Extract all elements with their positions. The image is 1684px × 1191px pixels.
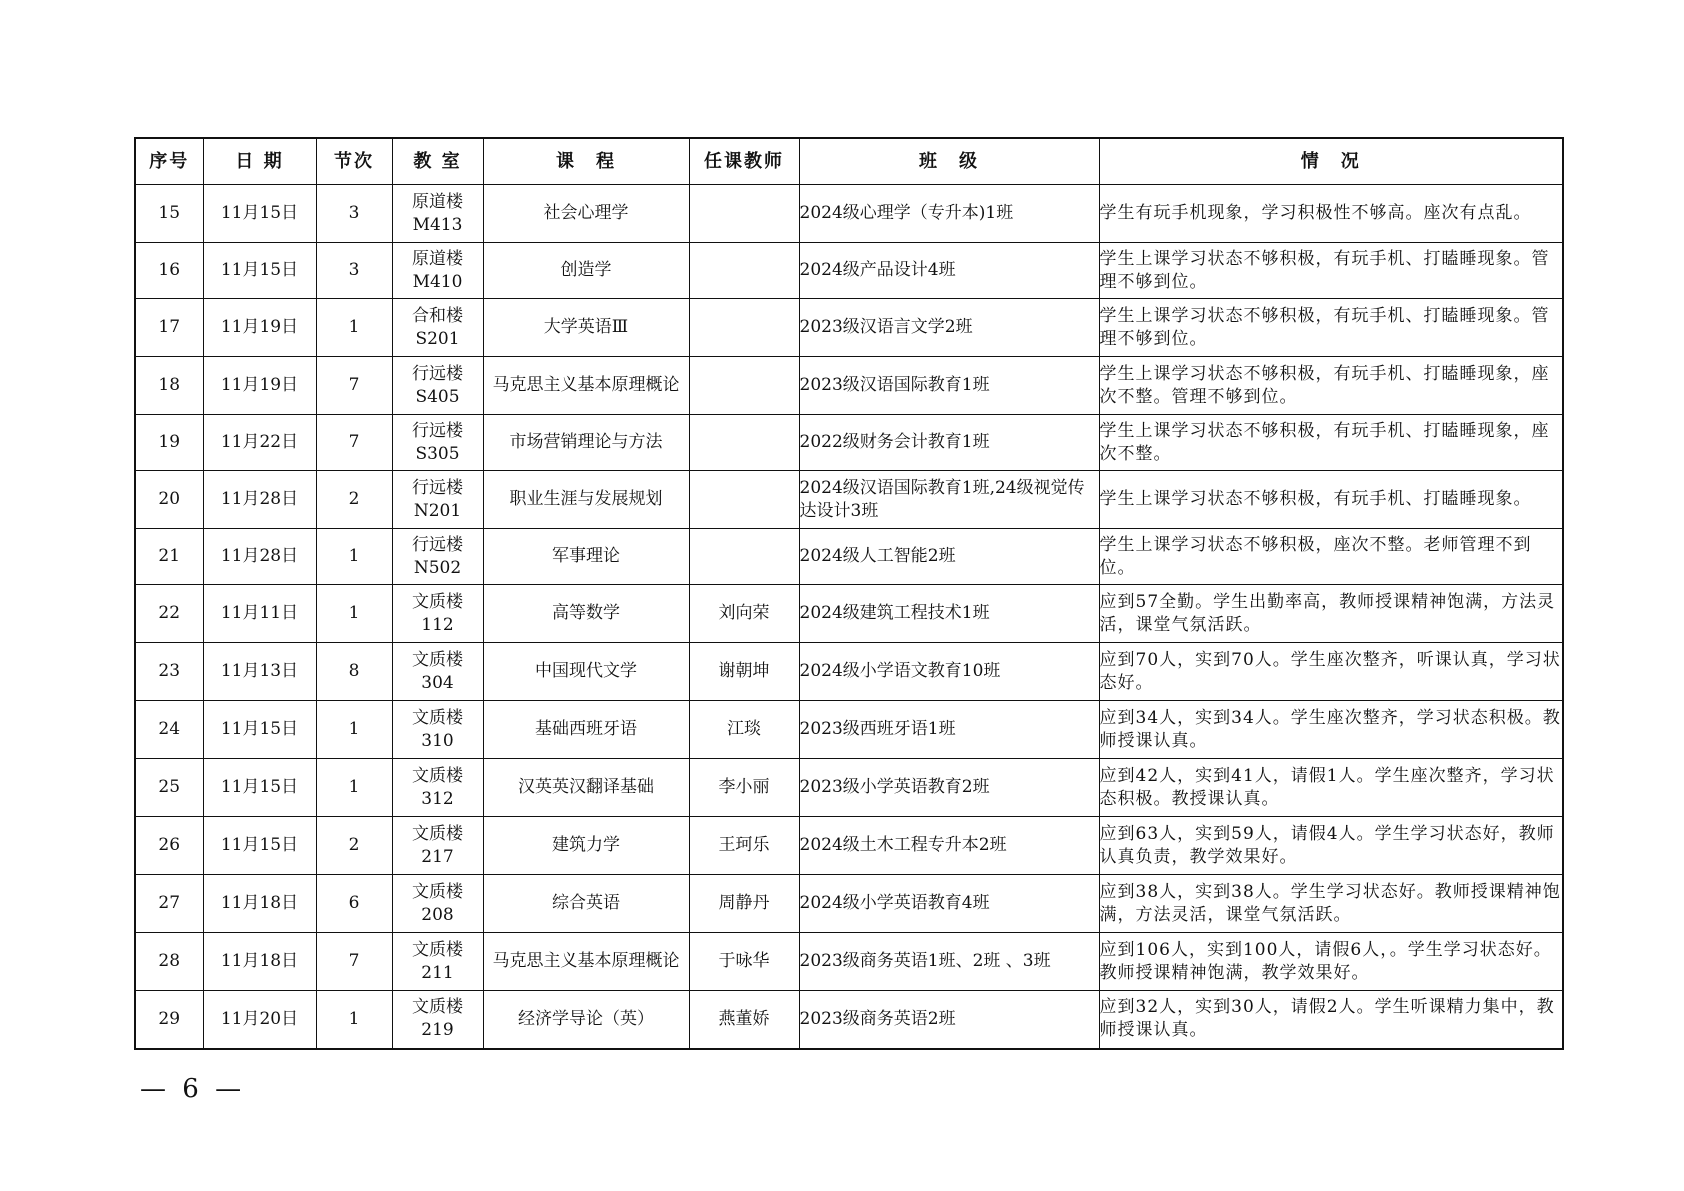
room-building: 文质楼: [412, 823, 463, 844]
header-course: 课 程: [483, 138, 689, 185]
cell-teacher: [689, 471, 799, 529]
cell-date: 11月15日: [203, 185, 316, 243]
room-number: 112: [421, 614, 454, 635]
table-row: [135, 415, 1563, 471]
cell-status: 应到38人，实到38人。学生学习状态好。教师授课精神饱满，方法灵活，课堂气氛活跃。: [1099, 875, 1563, 933]
header-date: 日 期: [203, 138, 316, 185]
table-header: [135, 138, 1563, 185]
cell-no: 23: [135, 643, 203, 701]
table-row: [135, 243, 1563, 299]
cell-period: 1: [316, 759, 392, 817]
cell-no: 18: [135, 357, 203, 415]
room-building: 行远楼: [412, 477, 463, 498]
header-teacher: 任课教师: [689, 138, 799, 185]
cell-course: 大学英语Ⅲ: [483, 299, 689, 357]
cell-class: 2023级汉语言文学2班: [799, 299, 1099, 357]
room-building: 文质楼: [412, 881, 463, 902]
cell-course: 经济学导论（英）: [483, 991, 689, 1049]
room-number: M413: [412, 214, 463, 235]
cell-room: [392, 243, 483, 299]
cell-room: [392, 299, 483, 357]
cell-no: 28: [135, 933, 203, 991]
cell-course: 建筑力学: [483, 817, 689, 875]
cell-room: [392, 185, 483, 243]
room-number: S201: [415, 328, 460, 349]
cell-date: 11月15日: [203, 759, 316, 817]
room-building: 文质楼: [412, 765, 463, 786]
table-row: [135, 185, 1563, 243]
cell-class: 2023级商务英语1班、2班 、3班: [799, 933, 1099, 991]
cell-course: 职业生涯与发展规划: [483, 471, 689, 529]
cell-no: 20: [135, 471, 203, 529]
table-body: [135, 185, 1563, 1049]
cell-period: 3: [316, 243, 392, 299]
cell-course: 市场营销理论与方法: [483, 415, 689, 471]
cell-class: 2024级土木工程专升本2班: [799, 817, 1099, 875]
room-number: M410: [412, 271, 463, 292]
cell-class: 2024级产品设计4班: [799, 243, 1099, 299]
cell-status: 应到34人，实到34人。学生座次整齐，学习状态积极。教师授课认真。: [1099, 701, 1563, 759]
cell-teacher: 谢朝坤: [689, 643, 799, 701]
room-number: 217: [421, 846, 454, 867]
cell-teacher: [689, 243, 799, 299]
cell-status: 学生上课学习状态不够积极，有玩手机、打瞌睡现象，座次不整。: [1099, 415, 1563, 471]
table-row: [135, 529, 1563, 585]
cell-class: 2024级小学语文教育10班: [799, 643, 1099, 701]
cell-teacher: 刘向荣: [689, 585, 799, 643]
cell-status: 学生有玩手机现象，学习积极性不够高。座次有点乱。: [1099, 185, 1563, 243]
room-number: 219: [421, 1020, 454, 1041]
cell-period: 1: [316, 701, 392, 759]
cell-class: 2024级人工智能2班: [799, 529, 1099, 585]
cell-period: 1: [316, 529, 392, 585]
cell-teacher: 王珂乐: [689, 817, 799, 875]
cell-course: 社会心理学: [483, 185, 689, 243]
cell-date: 11月20日: [203, 991, 316, 1049]
room-building: 文质楼: [412, 591, 463, 612]
cell-status: 应到63人，实到59人，请假4人。学生学习状态好，教师认真负责，教学效果好。: [1099, 817, 1563, 875]
cell-course: 高等数学: [483, 585, 689, 643]
cell-status: 学生上课学习状态不够积极，座次不整。老师管理不到位。: [1099, 529, 1563, 585]
cell-date: 11月28日: [203, 529, 316, 585]
room-number: N502: [413, 557, 462, 578]
room-number: S305: [415, 443, 460, 464]
cell-room: [392, 875, 483, 933]
header-status: 情 况: [1099, 138, 1563, 185]
cell-teacher: 于咏华: [689, 933, 799, 991]
cell-status: 应到70人，实到70人。学生座次整齐，听课认真，学习状态好。: [1099, 643, 1563, 701]
room-number: 304: [421, 672, 454, 693]
table-row: [135, 471, 1563, 529]
table-row: [135, 299, 1563, 357]
cell-class: 2023级西班牙语1班: [799, 701, 1099, 759]
room-building: 原道楼: [412, 191, 463, 212]
cell-teacher: 李小丽: [689, 759, 799, 817]
cell-no: 29: [135, 991, 203, 1049]
cell-room: [392, 357, 483, 415]
cell-teacher: [689, 529, 799, 585]
cell-no: 17: [135, 299, 203, 357]
cell-status: 学生上课学习状态不够积极，有玩手机、打瞌睡现象。: [1099, 471, 1563, 529]
cell-status: 应到32人，实到30人，请假2人。学生听课精力集中，教师授课认真。: [1099, 991, 1563, 1049]
cell-status: 应到42人，实到41人，请假1人。学生座次整齐，学习状态积极。教授课认真。: [1099, 759, 1563, 817]
cell-teacher: 江琰: [689, 701, 799, 759]
inspection-table: [134, 137, 1564, 1050]
table-row: [135, 759, 1563, 817]
cell-class: 2023级小学英语教育2班: [799, 759, 1099, 817]
cell-class: 2024级汉语国际教育1班,24级视觉传达设计3班: [799, 471, 1099, 529]
cell-no: 19: [135, 415, 203, 471]
cell-no: 22: [135, 585, 203, 643]
table-row: [135, 585, 1563, 643]
cell-date: 11月18日: [203, 933, 316, 991]
cell-room: [392, 701, 483, 759]
cell-date: 11月11日: [203, 585, 316, 643]
cell-room: [392, 415, 483, 471]
cell-date: 11月15日: [203, 817, 316, 875]
cell-no: 27: [135, 875, 203, 933]
cell-class: 2023级汉语国际教育1班: [799, 357, 1099, 415]
cell-room: [392, 991, 483, 1049]
cell-period: 1: [316, 991, 392, 1049]
cell-course: 创造学: [483, 243, 689, 299]
cell-room: [392, 817, 483, 875]
cell-room: [392, 529, 483, 585]
cell-no: 16: [135, 243, 203, 299]
cell-class: 2022级财务会计教育1班: [799, 415, 1099, 471]
header-row: [135, 138, 1563, 185]
header-period: 节次: [316, 138, 392, 185]
cell-period: 7: [316, 933, 392, 991]
cell-room: [392, 471, 483, 529]
cell-course: 综合英语: [483, 875, 689, 933]
cell-period: 7: [316, 415, 392, 471]
cell-teacher: [689, 185, 799, 243]
header-no: 序号: [135, 138, 203, 185]
cell-course: 基础西班牙语: [483, 701, 689, 759]
table-row: [135, 817, 1563, 875]
table-row: [135, 643, 1563, 701]
cell-status: 应到57全勤。学生出勤率高，教师授课精神饱满，方法灵活，课堂气氛活跃。: [1099, 585, 1563, 643]
cell-teacher: 燕董娇: [689, 991, 799, 1049]
cell-period: 6: [316, 875, 392, 933]
cell-period: 1: [316, 585, 392, 643]
cell-period: 7: [316, 357, 392, 415]
cell-class: 2024级建筑工程技术1班: [799, 585, 1099, 643]
cell-period: 2: [316, 817, 392, 875]
cell-period: 1: [316, 299, 392, 357]
cell-status: 学生上课学习状态不够积极，有玩手机、打瞌睡现象。管理不够到位。: [1099, 299, 1563, 357]
room-number: S405: [415, 386, 460, 407]
cell-date: 11月22日: [203, 415, 316, 471]
cell-status: 应到106人，实到100人，请假6人，。学生学习状态好。教师授课精神饱满，教学效果好。: [1099, 933, 1563, 991]
cell-class: 2023级商务英语2班: [799, 991, 1099, 1049]
header-room: 教 室: [392, 138, 483, 185]
cell-teacher: [689, 357, 799, 415]
room-building: 文质楼: [412, 707, 463, 728]
cell-no: 25: [135, 759, 203, 817]
table-row: [135, 933, 1563, 991]
cell-course: 汉英英汉翻译基础: [483, 759, 689, 817]
cell-period: 8: [316, 643, 392, 701]
cell-no: 15: [135, 185, 203, 243]
cell-room: [392, 933, 483, 991]
table-row: [135, 701, 1563, 759]
room-building: 文质楼: [412, 939, 463, 960]
cell-teacher: [689, 415, 799, 471]
cell-status: 学生上课学习状态不够积极，有玩手机、打瞌睡现象。管理不够到位。: [1099, 243, 1563, 299]
room-number: 310: [421, 730, 454, 751]
cell-room: [392, 759, 483, 817]
room-number: 208: [421, 904, 454, 925]
cell-course: 中国现代文学: [483, 643, 689, 701]
cell-period: 2: [316, 471, 392, 529]
room-number: N201: [413, 500, 462, 521]
cell-room: [392, 643, 483, 701]
cell-class: 2024级小学英语教育4班: [799, 875, 1099, 933]
table-row: [135, 991, 1563, 1049]
room-building: 原道楼: [412, 248, 463, 269]
cell-course: 军事理论: [483, 529, 689, 585]
room-number: 211: [421, 962, 454, 983]
cell-date: 11月13日: [203, 643, 316, 701]
room-building: 行远楼: [412, 420, 463, 441]
cell-course: 马克思主义基本原理概论: [483, 357, 689, 415]
cell-no: 24: [135, 701, 203, 759]
cell-date: 11月15日: [203, 701, 316, 759]
cell-period: 3: [316, 185, 392, 243]
room-building: 文质楼: [412, 997, 463, 1018]
room-building: 文质楼: [412, 649, 463, 670]
cell-no: 26: [135, 817, 203, 875]
cell-no: 21: [135, 529, 203, 585]
header-class: 班 级: [799, 138, 1099, 185]
cell-date: 11月19日: [203, 299, 316, 357]
room-building: 合和楼: [412, 305, 463, 326]
room-number: 312: [421, 788, 454, 809]
table-row: [135, 357, 1563, 415]
cell-date: 11月18日: [203, 875, 316, 933]
cell-date: 11月19日: [203, 357, 316, 415]
cell-teacher: 周静丹: [689, 875, 799, 933]
cell-date: 11月28日: [203, 471, 316, 529]
table-row: [135, 875, 1563, 933]
cell-class: 2024级心理学（专升本)1班: [799, 185, 1099, 243]
cell-course: 马克思主义基本原理概论: [483, 933, 689, 991]
room-building: 行远楼: [412, 363, 463, 384]
page-number: — 6 —: [140, 1074, 246, 1104]
room-building: 行远楼: [412, 534, 463, 555]
cell-room: [392, 585, 483, 643]
cell-status: 学生上课学习状态不够积极，有玩手机、打瞌睡现象，座次不整。管理不够到位。: [1099, 357, 1563, 415]
cell-teacher: [689, 299, 799, 357]
cell-date: 11月15日: [203, 243, 316, 299]
